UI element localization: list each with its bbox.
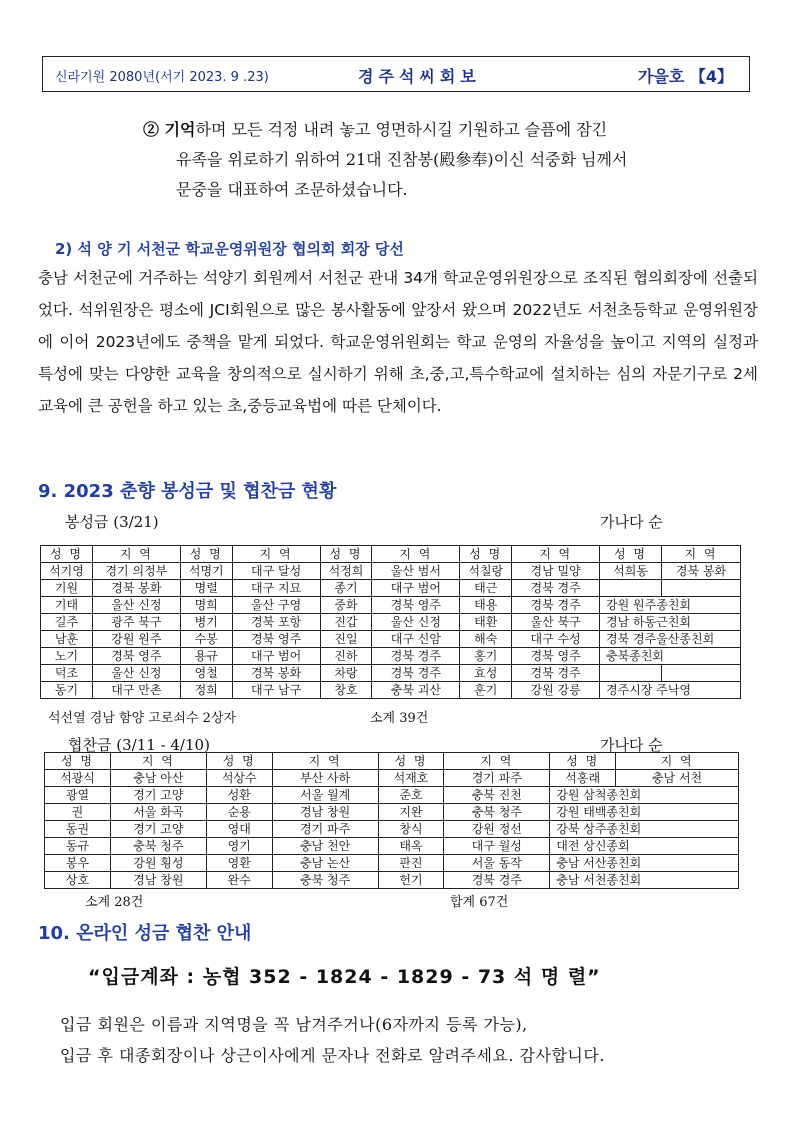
- table-cell: 경주시장 주낙영: [600, 682, 741, 699]
- table-header-cell: 성 명: [41, 546, 93, 563]
- grand-total: 합계 67건: [450, 895, 509, 910]
- table-cell: 강원 원주종친회: [600, 597, 741, 614]
- table-cell: 석재호: [378, 770, 444, 787]
- table-row: [41, 648, 741, 665]
- table-cell: 대구 지묘: [232, 580, 320, 597]
- table-header-cell: 성 명: [180, 546, 232, 563]
- table-row: [45, 770, 739, 787]
- table-cell: 광주 북구: [92, 614, 180, 631]
- table-cell: 경북 영주: [512, 648, 600, 665]
- condolence-paragraph: [143, 115, 758, 205]
- table-row: [41, 563, 741, 580]
- table-cell: [661, 580, 740, 597]
- table-cell: 태용: [460, 597, 512, 614]
- table-cell: 태환: [460, 614, 512, 631]
- table-cell: 덕조: [41, 665, 93, 682]
- table-cell: 울산 신정: [372, 614, 460, 631]
- table-cell: 판진: [378, 855, 444, 872]
- table-cell: 서울 화곡: [110, 804, 206, 821]
- table-cell: 강원 강릉: [512, 682, 600, 699]
- paragraph-line-2: 유족을 위로하기 위하여 21대 진참봉(殿參奉)이신 석중화 님께서: [176, 150, 628, 169]
- table-cell: 대구 남구: [232, 682, 320, 699]
- table-cell: 기원: [41, 580, 93, 597]
- table-cell: 대구 범어: [372, 580, 460, 597]
- table-cell: 길주: [41, 614, 93, 631]
- table-header-cell: 지 역: [444, 753, 550, 770]
- table-header-cell: 성 명: [550, 753, 616, 770]
- table-cell: 대전 상신종회: [550, 838, 739, 855]
- table-cell: 경남 하동근친회: [600, 614, 741, 631]
- table-cell: 석상수: [206, 770, 272, 787]
- table-header-cell: 성 명: [206, 753, 272, 770]
- page-header: [42, 56, 750, 92]
- table-row: [45, 804, 739, 821]
- paragraph-line-1: 하며 모든 걱정 내려 놓고 영면하시길 기원하고 슬픔에 잠긴: [195, 120, 608, 139]
- table-cell: 진하: [320, 648, 372, 665]
- sponsorship-table-order: 가나다 순: [600, 736, 663, 754]
- table-cell: 봉우: [45, 855, 111, 872]
- table-header-cell: 성 명: [320, 546, 372, 563]
- table-header-row: [45, 753, 739, 770]
- sponsorship-table: [44, 752, 739, 889]
- table-cell: 경북 경주울산종친회: [600, 631, 741, 648]
- issue-label: [638, 64, 733, 87]
- table-cell: 창식: [378, 821, 444, 838]
- table-cell: 헌기: [378, 872, 444, 889]
- instruction-line-1: 입금 회원은 이름과 지역명을 꼭 남겨주거나(6자까지 등록 가능),: [60, 1015, 528, 1034]
- table-cell: 용규: [180, 648, 232, 665]
- donation-table: [40, 545, 741, 699]
- table-cell: 영대: [206, 821, 272, 838]
- table-row: [41, 665, 741, 682]
- table-cell: 경북 경주: [512, 580, 600, 597]
- table-cell: 영기: [206, 838, 272, 855]
- table-cell: 대구 만촌: [92, 682, 180, 699]
- table-cell: 진일: [320, 631, 372, 648]
- table-cell: 홍기: [460, 648, 512, 665]
- table-cell: 중화: [320, 597, 372, 614]
- table-cell: 차랑: [320, 665, 372, 682]
- table-row: [45, 855, 739, 872]
- table-row: [41, 682, 741, 699]
- table-cell: 경북 경주: [512, 597, 600, 614]
- table-row: [45, 821, 739, 838]
- table-cell: 경북 영주: [232, 631, 320, 648]
- table-cell: 경북 봉화: [232, 665, 320, 682]
- table-cell: 남훈: [41, 631, 93, 648]
- donation-subtotal: 소계 39건: [370, 711, 429, 726]
- table-cell: 경남 창원: [110, 872, 206, 889]
- table-cell: 순용: [206, 804, 272, 821]
- table-cell: 경북 봉화: [661, 563, 740, 580]
- table-cell: 울산 신정: [92, 665, 180, 682]
- table-cell: 울산 범서: [372, 563, 460, 580]
- table-cell: 동권: [45, 821, 111, 838]
- table-cell: 강원 정선: [444, 821, 550, 838]
- table-cell: 석홍래: [550, 770, 616, 787]
- table-cell: 기태: [41, 597, 93, 614]
- table-cell: 경북 영주: [92, 648, 180, 665]
- table-header-cell: 지 역: [110, 753, 206, 770]
- header-date: 신라기원 2080년(서기 2023. 9 .23): [55, 70, 269, 85]
- table-cell: 석기영: [41, 563, 93, 580]
- section-10-title: 10. 온라인 성금 협찬 안내: [38, 923, 252, 944]
- table-cell: 영철: [180, 665, 232, 682]
- table-cell: 경기 파주: [444, 770, 550, 787]
- table-cell: 울산 북구: [512, 614, 600, 631]
- table-cell: 영환: [206, 855, 272, 872]
- table-cell: 경북 영주: [372, 597, 460, 614]
- table-cell: 경북 경주: [512, 665, 600, 682]
- table-cell: 경기 고양: [110, 821, 206, 838]
- table-cell: 충북 청주: [272, 872, 378, 889]
- table-row: [45, 872, 739, 889]
- bank-account: “입금계좌 : 농협 352 - 1824 - 1829 - 73 석 명 렬”: [88, 966, 601, 988]
- table-cell: 노기: [41, 648, 93, 665]
- table-header-cell: 지 역: [661, 546, 740, 563]
- table-row: [45, 838, 739, 855]
- table-cell: 병기: [180, 614, 232, 631]
- table-row: [45, 787, 739, 804]
- table-cell: 울산 구영: [232, 597, 320, 614]
- table-cell: 준호: [378, 787, 444, 804]
- table-header-cell: 지 역: [92, 546, 180, 563]
- table-cell: 경북 경주: [444, 872, 550, 889]
- table-cell: 대구 수성: [512, 631, 600, 648]
- table-cell: 부산 사하: [272, 770, 378, 787]
- table-cell: 충남 서천: [616, 770, 739, 787]
- table-header-cell: 성 명: [600, 546, 662, 563]
- table-cell: 명렬: [180, 580, 232, 597]
- table-cell: 경기 고양: [110, 787, 206, 804]
- table-cell: 석희동: [600, 563, 662, 580]
- donation-note: 석선열 경남 함양 고로쇠수 2상자: [48, 711, 237, 726]
- table-cell: 정희: [180, 682, 232, 699]
- table-row: [41, 580, 741, 597]
- issue-number: 【4】: [689, 67, 733, 86]
- table-cell: 종기: [320, 580, 372, 597]
- table-cell: 대구 신암: [372, 631, 460, 648]
- table-cell: 진갑: [320, 614, 372, 631]
- table-cell: 충북 괴산: [372, 682, 460, 699]
- table-cell: 동기: [41, 682, 93, 699]
- table-cell: 동규: [45, 838, 111, 855]
- table-cell: 충남 서산종친회: [550, 855, 739, 872]
- table-cell: 태근: [460, 580, 512, 597]
- table-cell: 명희: [180, 597, 232, 614]
- table-cell: 석광식: [45, 770, 111, 787]
- table-cell: 효성: [460, 665, 512, 682]
- instruction-line-2: 입금 후 대종회장이나 상근이사에게 문자나 전화로 알려주세요. 감사합니다.: [60, 1046, 605, 1065]
- table-cell: 석명기: [180, 563, 232, 580]
- section-9-title: 9. 2023 춘향 봉성금 및 협찬금 현황: [38, 481, 337, 502]
- donation-table-label: 봉성금 (3/21): [65, 513, 159, 531]
- table-cell: 충남 논산: [272, 855, 378, 872]
- table-row: [41, 614, 741, 631]
- table-cell: 석칠랑: [460, 563, 512, 580]
- table-cell: [600, 665, 662, 682]
- table-row: [41, 631, 741, 648]
- donation-table-order: 가나다 순: [600, 513, 663, 531]
- table-header-cell: 지 역: [616, 753, 739, 770]
- table-cell: 충북 청주: [110, 838, 206, 855]
- table-cell: 해숙: [460, 631, 512, 648]
- table-header-cell: 성 명: [378, 753, 444, 770]
- paragraph-marker: ② 기억: [143, 120, 196, 139]
- table-cell: 강북 상주종친회: [550, 821, 739, 838]
- table-cell: 경기 의정부: [92, 563, 180, 580]
- table-row: [41, 597, 741, 614]
- table-cell: 충북 진천: [444, 787, 550, 804]
- subsection-body: 충남 서천군에 거주하는 석양기 회원께서 서천군 관내 34개 학교운영위원장으로 조직된 협의회장에 선출되었다. 석위원장은 평소에 JCI회원으로 많은 봉사활동에 앞장서 왔으며 2022년도 서천초등학교 운영위원장에 이어 2023년에도 중책을 맡게 되었다. 학교운영위원회는 학교 운영의 자율성을 높이고 지역의 실정과 특성에 맞는 다양한 교육을 창의적으로 실시하기 위해 초,중,고,특수학교에 설치하는 심의 자문기구로 2세교육에 큰 공헌을 하고 있는 초,중등교육법에 따른 단체이다.: [38, 269, 758, 415]
- table-cell: 울산 신정: [92, 597, 180, 614]
- table-cell: 강원 횡성: [110, 855, 206, 872]
- table-cell: [661, 665, 740, 682]
- table-cell: 대구 범어: [232, 648, 320, 665]
- table-header-cell: 지 역: [232, 546, 320, 563]
- sponsorship-subtotal: 소계 28건: [85, 895, 144, 910]
- table-cell: 성환: [206, 787, 272, 804]
- table-cell: 수봉: [180, 631, 232, 648]
- newsletter-title: 경주석씨회보: [358, 67, 481, 86]
- table-header-row: [41, 546, 741, 563]
- table-cell: 경북 경주: [372, 648, 460, 665]
- table-cell: 훈기: [460, 682, 512, 699]
- table-cell: 지완: [378, 804, 444, 821]
- table-cell: 대구 달성: [232, 563, 320, 580]
- table-header-cell: 지 역: [512, 546, 600, 563]
- table-cell: 경북 포항: [232, 614, 320, 631]
- table-cell: 대구 월성: [444, 838, 550, 855]
- table-cell: 완수: [206, 872, 272, 889]
- table-cell: 강원 삼척종친회: [550, 787, 739, 804]
- table-header-cell: 지 역: [272, 753, 378, 770]
- table-cell: 창호: [320, 682, 372, 699]
- table-cell: 서울 월계: [272, 787, 378, 804]
- table-cell: 충남 아산: [110, 770, 206, 787]
- table-header-cell: 지 역: [372, 546, 460, 563]
- sponsorship-table-label: 협찬금 (3/11 - 4/10): [68, 736, 210, 754]
- table-header-cell: 성 명: [460, 546, 512, 563]
- issue-season: 가을호: [637, 67, 685, 86]
- table-header-cell: 성 명: [45, 753, 111, 770]
- table-cell: 상호: [45, 872, 111, 889]
- table-cell: 강원 원주: [92, 631, 180, 648]
- table-cell: 경북 봉화: [92, 580, 180, 597]
- table-cell: 충남 천안: [272, 838, 378, 855]
- table-cell: 경북 경주: [372, 665, 460, 682]
- table-cell: 권: [45, 804, 111, 821]
- table-cell: [600, 580, 662, 597]
- table-cell: 경남 창원: [272, 804, 378, 821]
- table-cell: 경기 파주: [272, 821, 378, 838]
- paragraph-line-3: 문중을 대표하여 조문하셨습니다.: [176, 180, 408, 199]
- table-cell: 태옥: [378, 838, 444, 855]
- table-cell: 충북 청주: [444, 804, 550, 821]
- table-cell: 강원 태백종친회: [550, 804, 739, 821]
- table-cell: 경남 밀양: [512, 563, 600, 580]
- subsection-title: 2) 석 양 기 서천군 학교운영위원장 협의회 회장 당선: [55, 240, 404, 258]
- table-cell: 충남 서천종친회: [550, 872, 739, 889]
- table-cell: 서울 동작: [444, 855, 550, 872]
- table-cell: 충북종친회: [600, 648, 741, 665]
- table-cell: 광열: [45, 787, 111, 804]
- table-cell: 석정희: [320, 563, 372, 580]
